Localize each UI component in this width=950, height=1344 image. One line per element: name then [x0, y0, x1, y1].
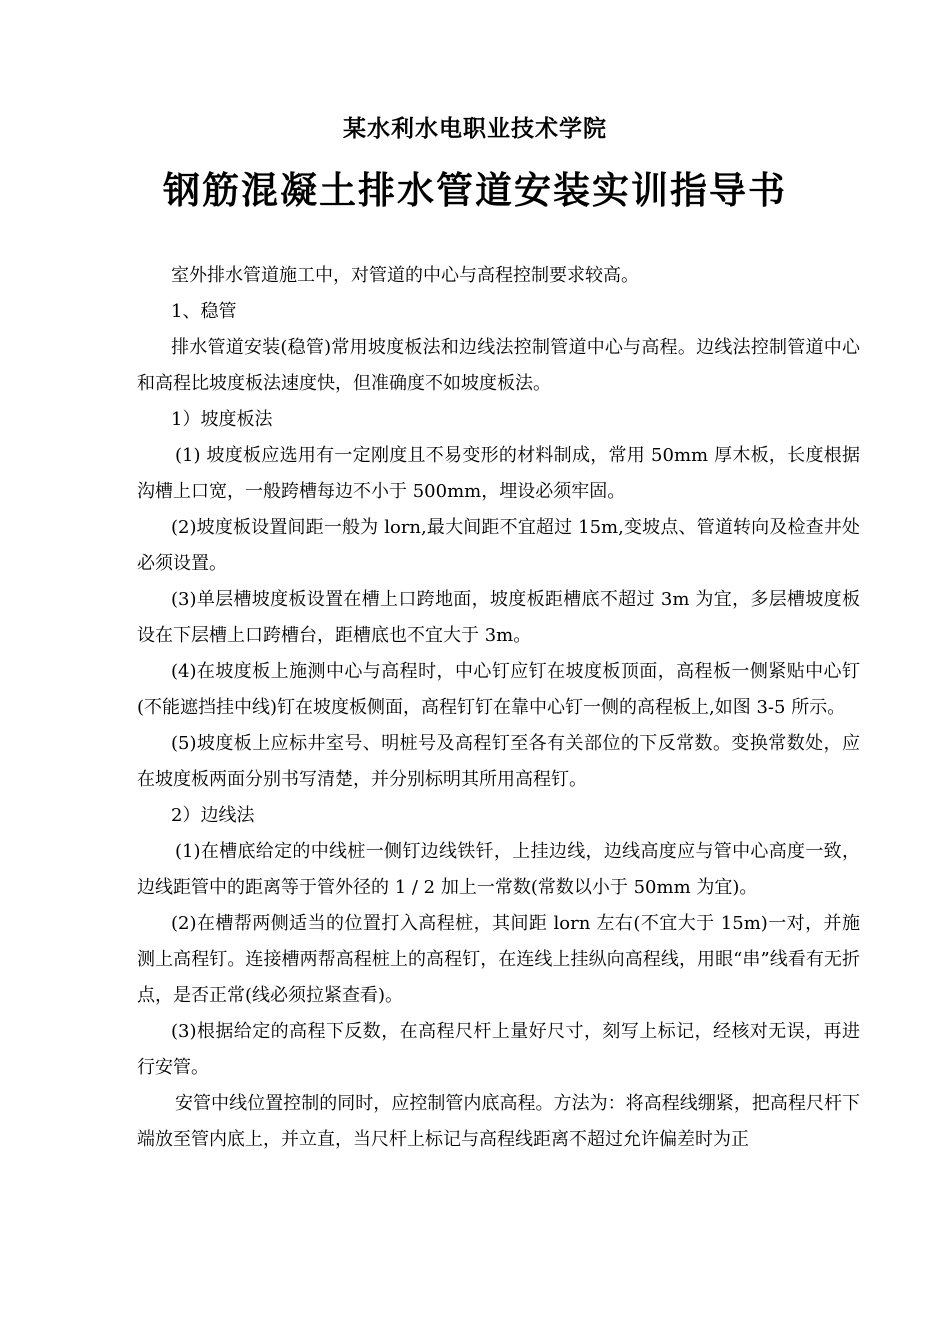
list-item: (2)在槽帮两侧适当的位置打入高程桩，其间距 lorn 左右(不宜大于 15m)一对，并施测上高程钉。连接槽两帮高程桩上的高程钉，在连线上挂纵向高程线，用眼“串”线看有无折点，是否正常(线必须拉紧查看)。 [137, 913, 860, 1006]
list-item: (2)坡度板设置间距一般为 lorn,最大间距不宜超过 15m,变坡点、管道转向及检查井处必须设置。 [137, 517, 860, 574]
paragraph: 排水管道安装(稳管)常用坡度板法和边线法控制管道中心与高程。边线法控制管道中心和高程比坡度板法速度快，但准确度不如坡度板法。 [137, 337, 860, 394]
paragraph-intro: 室外排水管道施工中，对管道的中心与高程控制要求较高。 [171, 265, 639, 286]
list-item: (1) 坡度板应选用有一定刚度且不易变形的材料制成，常用 50mm 厚木板，长度根据沟槽上口宽，一般跨槽每边不小于 500mm，埋设必须牢固。 [137, 445, 860, 502]
list-item: (3)根据给定的高程下反数，在高程尺杆上量好尺寸，刻写上标记，经核对无误，再进行安管。 [137, 1021, 860, 1078]
document-body [137, 258, 860, 1158]
list-item: (3)单层槽坡度板设置在槽上口跨地面，坡度板距槽底不超过 3m 为宜，多层槽坡度板设在下层槽上口跨槽台，距槽底也不宜大于 3m。 [137, 589, 860, 646]
subsection-heading-slope-board: 1）坡度板法 [171, 409, 273, 430]
paragraph: 安管中线位置控制的同时，应控制管内底高程。方法为：将高程线绷紧，把高程尺杆下端放至管内底上，并立直，当尺杆上标记与高程线距离不超过允许偏差时为正 [137, 1093, 860, 1150]
list-item: (4)在坡度板上施测中心与高程时，中心钉应钉在坡度板顶面，高程板一侧紧贴中心钉(不能遮挡挂中线)钉在坡度板侧面，高程钉钉在靠中心钉一侧的高程板上,如图 3-5 所示。 [137, 661, 860, 718]
section-heading-stabilize: 1、稳管 [171, 301, 237, 322]
subsection-heading-edge-line: 2）边线法 [171, 805, 255, 826]
list-item: (1)在槽底给定的中线桩一侧钉边线铁钎，上挂边线，边线高度应与管中心高度一致，边线距管中的距离等于管外径的 1 / 2 加上一常数(常数以小于 50mm 为宜)。 [137, 841, 860, 898]
document-title: 钢筋混凝土排水管道安装实训指导书 [163, 168, 787, 212]
list-item: (5)坡度板上应标井室号、明桩号及高程钉至各有关部位的下反常数。变换常数处，应在坡度板两面分别书写清楚，并分别标明其所用高程钉。 [137, 733, 860, 790]
school-name: 某水利水电职业技术学院 [343, 115, 607, 142]
